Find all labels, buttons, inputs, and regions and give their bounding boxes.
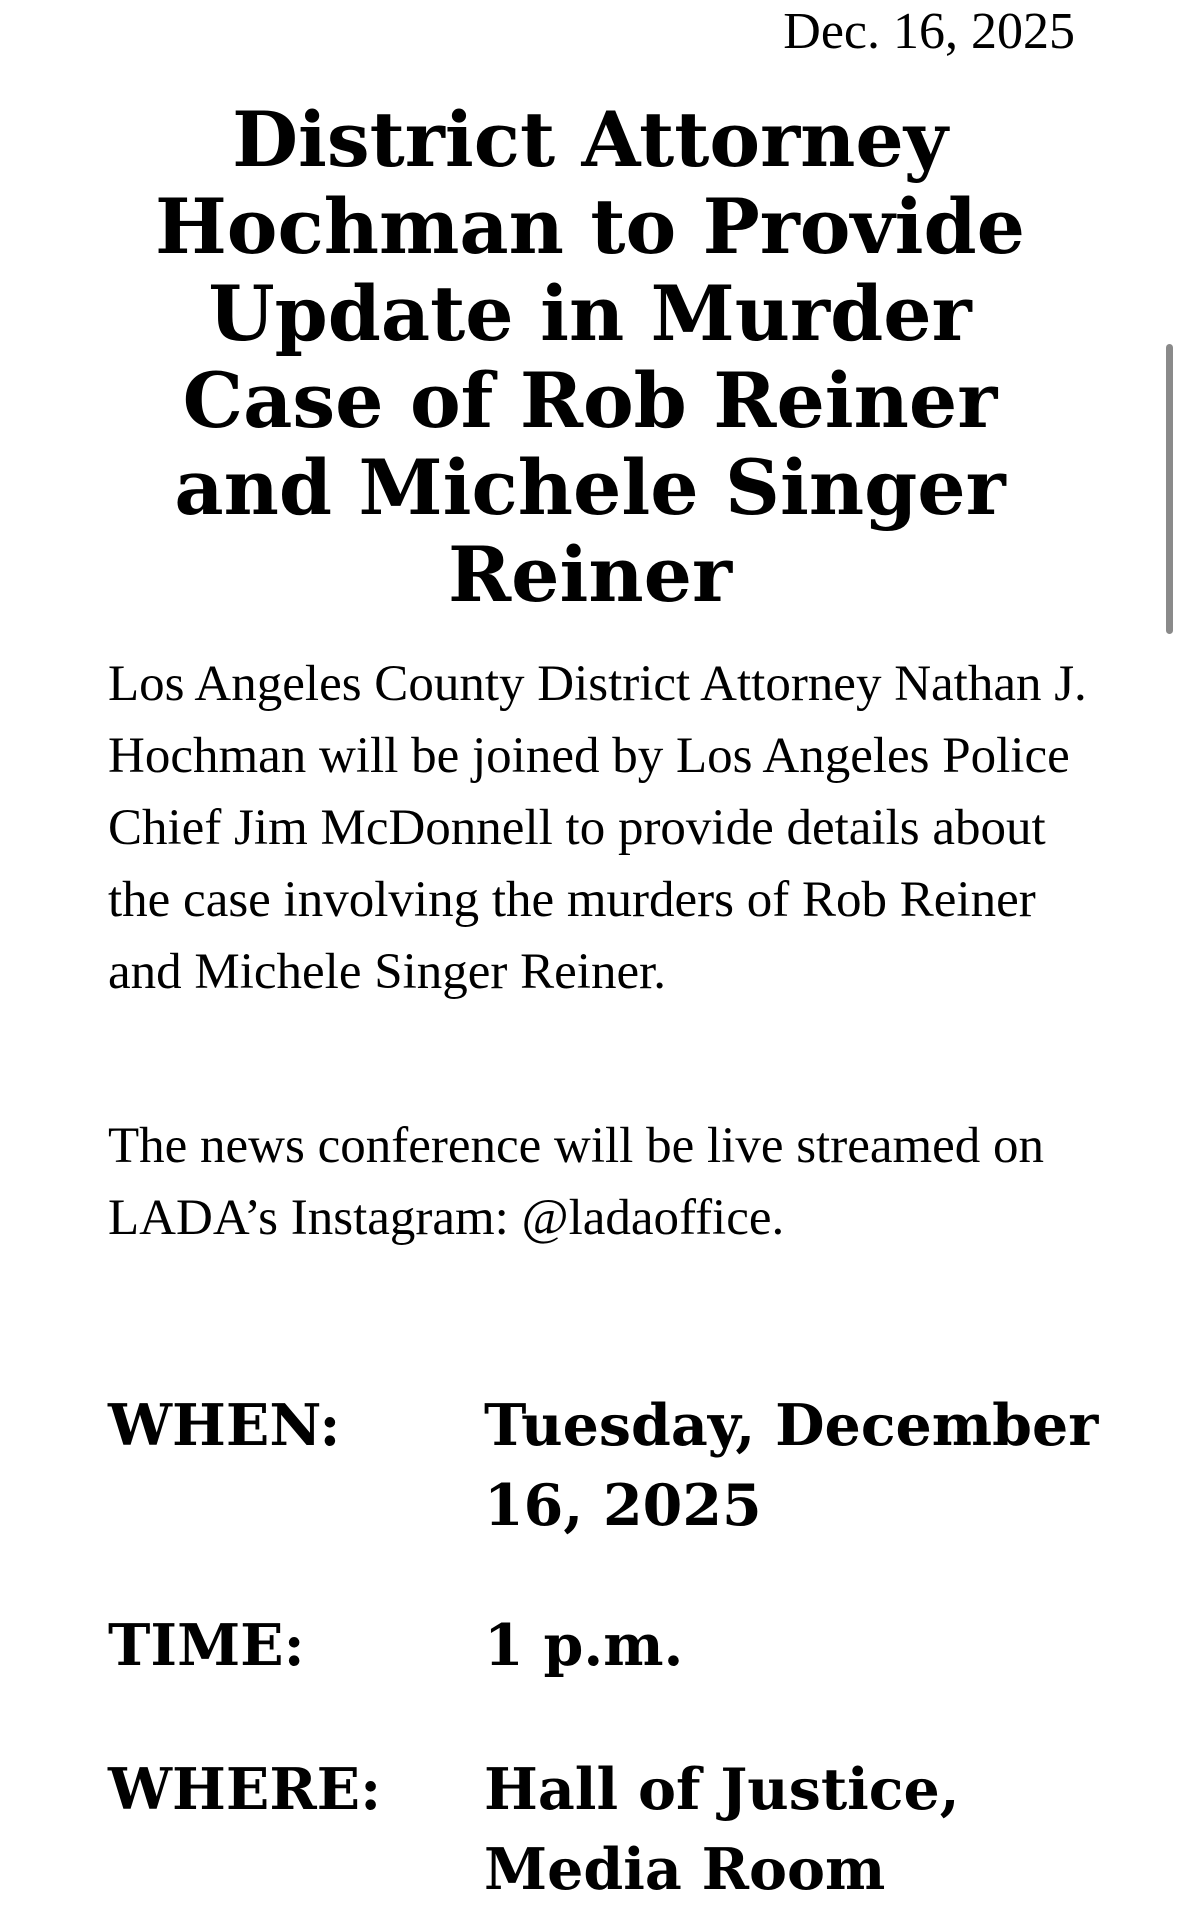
vertical-scrollbar[interactable] — [1166, 344, 1173, 634]
intro-paragraph: Los Angeles County District Attorney Nathan J. Hochman will be joined by Los Angeles Police Chief Jim McDonnell to provide details about the case involving the murders of Rob Reiner and Michele Singer Reiner. — [108, 656, 1087, 1000]
livestream-paragraph: The news conference will be live streamed on LADA’s Instagram: @ladaoffice. — [108, 1118, 1045, 1246]
time-label: TIME: — [108, 1612, 305, 1679]
when-value: Tuesday, December 16, 2025 — [484, 1392, 1099, 1539]
time-value: 1 p.m. — [484, 1612, 684, 1679]
where-label: WHERE: — [108, 1756, 382, 1823]
release-date: Dec. 16, 2025 — [783, 3, 1075, 60]
when-label: WHEN: — [108, 1392, 341, 1459]
headline: District Attorney Hochman to Provide Update in Murder Case of Rob Reiner and Michele Singer Reiner — [154, 95, 1026, 619]
where-value: Hall of Justice, Media Room — [484, 1756, 960, 1903]
